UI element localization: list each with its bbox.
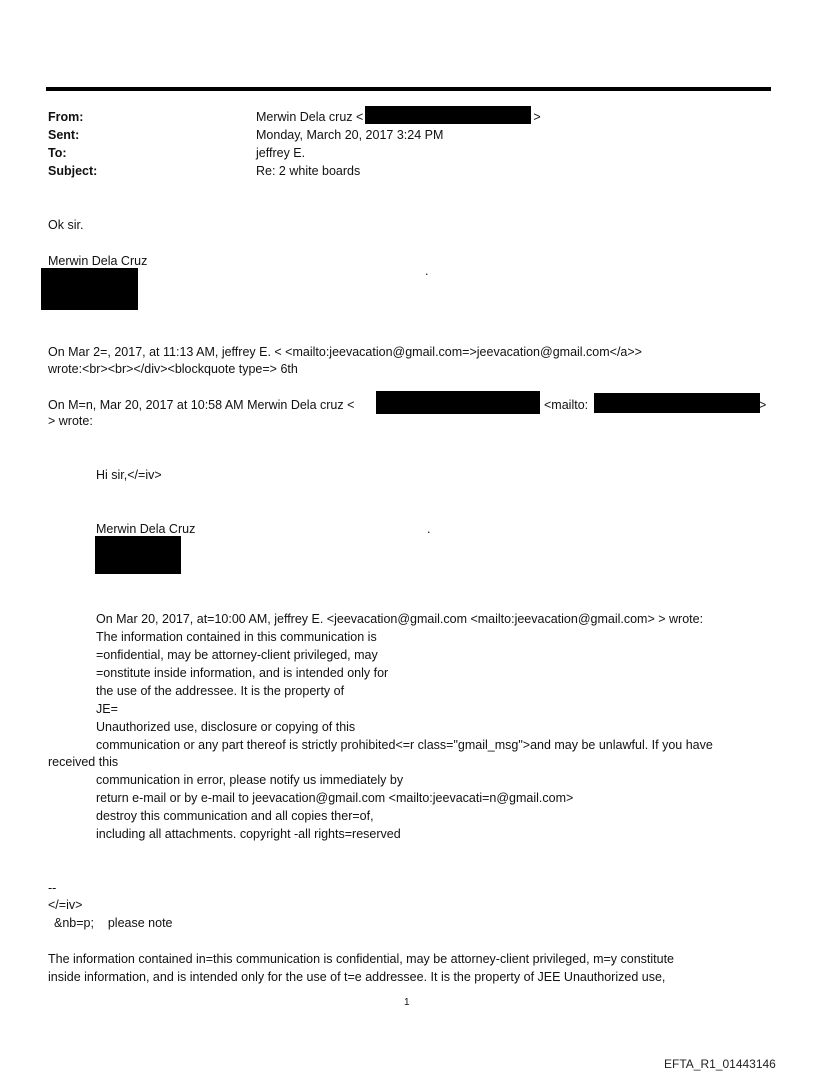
redaction-from-email	[365, 106, 531, 124]
redaction-signature2-block	[95, 536, 181, 574]
disclaimer-line: =onstitute inside information, and is intended only for	[96, 666, 389, 680]
page-number: 1	[404, 997, 410, 1008]
subject-label: Subject:	[48, 164, 98, 178]
quote2-line2: > wrote:	[48, 414, 93, 428]
hi-sir: Hi sir,</=iv>	[96, 468, 162, 482]
disclaimer-line: return e-mail or by e-mail to jeevacation@gmail.com <mailto:jeevacati=n@gmail.com>	[96, 791, 574, 805]
disclaimer-line: the use of the addressee. It is the property of	[96, 684, 345, 698]
quote1-line2: wrote:<br><br></div><blockquote type=> 6th	[48, 362, 298, 376]
final-line1: The information contained in=this communication is confidential, may be attorney-client privileged, m=y constitute	[48, 952, 675, 966]
disclaimer-line: communication in error, please notify us immediately by	[96, 773, 404, 787]
from-name: Merwin Dela cruz <	[256, 110, 364, 124]
quote2-line1b: <mailto:	[544, 398, 589, 412]
nbsp-note: &nb=p; please note	[54, 916, 173, 930]
redaction-quote2-email	[376, 391, 540, 414]
from-label: From:	[48, 110, 84, 124]
document-id: EFTA_R1_01443146	[664, 1057, 776, 1071]
redaction-quote2-mailto	[594, 393, 760, 413]
close-div: </=iv>	[48, 898, 83, 912]
redaction-signature-block	[41, 268, 138, 310]
header-rule	[46, 87, 771, 91]
greeting: Ok sir.	[48, 218, 84, 232]
dashes: --	[48, 881, 57, 895]
quote1-line1: On Mar 2=, 2017, at 11:13 AM, jeffrey E. < <mailto:jeevacation@gmail.com=>jeevacation@gmail.com</a>>	[48, 345, 642, 359]
signature2-dot: .	[427, 522, 431, 536]
received-this: received this	[48, 755, 119, 769]
disclaimer-line: JE=	[96, 702, 118, 716]
to-value: jeffrey E.	[256, 146, 306, 160]
sent-label: Sent:	[48, 128, 80, 142]
quote2-line1c: >	[759, 398, 767, 412]
signature-dot: .	[425, 264, 429, 278]
subject-value: Re: 2 white boards	[256, 164, 361, 178]
signature: Merwin Dela Cruz	[48, 254, 148, 268]
disclaimer-line: Unauthorized use, disclosure or copying of this	[96, 720, 356, 734]
from-close: >	[533, 110, 541, 124]
to-label: To:	[48, 146, 67, 160]
disclaimer-line: On Mar 20, 2017, at=10:00 AM, jeffrey E. <jeevacation@gmail.com <mailto:jeevacation@gmail.com> > wrote:	[96, 612, 704, 626]
quote2-line1a: On M=n, Mar 20, 2017 at 10:58 AM Merwin Dela cruz <	[48, 398, 355, 412]
disclaimer-line: including all attachments. copyright -all rights=reserved	[96, 827, 401, 841]
disclaimer-line: =onfidential, may be attorney-client privileged, may	[96, 648, 378, 662]
disclaimer-line: communication or any part thereof is strictly prohibited<=r class="gmail_msg">and may be unlawful. If you have	[96, 738, 713, 752]
disclaimer-line: The information contained in this communication is	[96, 630, 377, 644]
signature2: Merwin Dela Cruz	[96, 522, 196, 536]
final-line2: inside information, and is intended only for the use of t=e addressee. It is the property of JEE Unauthorized use,	[48, 970, 666, 984]
sent-value: Monday, March 20, 2017 3:24 PM	[256, 128, 444, 142]
disclaimer-line: destroy this communication and all copies ther=of,	[96, 809, 374, 823]
